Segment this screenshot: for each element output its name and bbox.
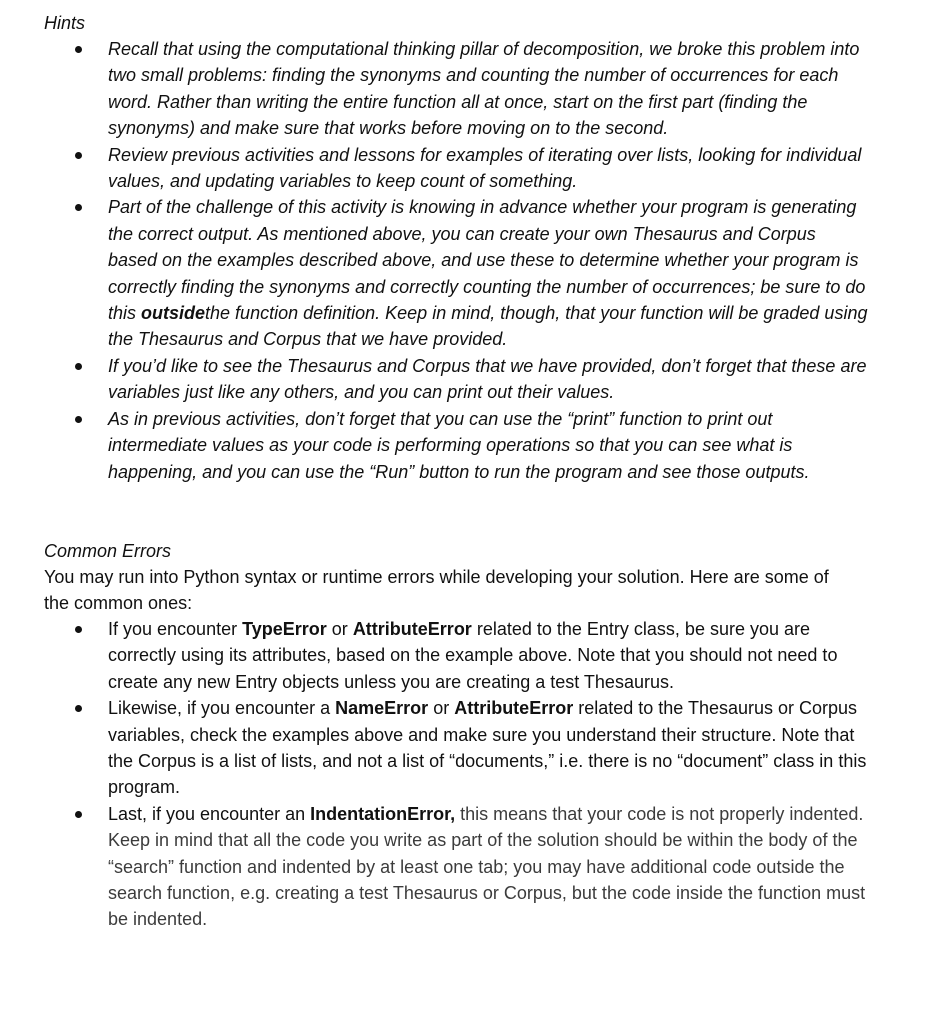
common-errors-intro: You may run into Python syntax or runtime errors while developing your solution. Here are some of the common ones: [44,566,829,613]
bullet-icon [75,46,82,53]
hint-text: Review previous activities and lessons for examples of iterating over lists, looking for individual values, and updating variables to keep count of something. [108,144,862,192]
hint-text: Part of the challenge of this activity is knowing in advance whether your program is generating the correct output. As mentioned above, you can create your own Thesaurus and Corpus based on the examples described above, and use these to determine whether your program is correctly finding the synonyms and correctly counting the number of occurrences; be sure to do this [108,197,866,324]
error-name: IndentationError, [310,803,456,824]
bullet-icon [75,152,82,159]
bullet-icon [75,363,82,370]
hint-text: As in previous activities, don’t forget that you can use the “print” function to print out intermediate values as your code is performing operations so that you can see what is happening, and you can use the “Run” button to run the program and see those outputs. [108,408,810,482]
hints-list [44,36,914,485]
error-item [44,616,868,695]
hint-item [44,194,868,352]
error-name: AttributeError [454,698,574,719]
bullet-icon [75,416,82,423]
error-text: Likewise, if you encounter a [108,698,336,719]
hints-heading: Hints [44,13,86,33]
error-item [44,801,868,933]
error-name: NameError [335,698,429,719]
hint-text: If you’d like to see the Thesaurus and Corpus that we have provided, don’t forget that these are variables just like any others, and you can print out their values. [108,355,867,403]
section-spacer [44,485,914,538]
hint-bold-word: outside [141,303,206,324]
error-name: AttributeError [352,618,472,639]
error-text: or [428,698,455,719]
error-text: Last, if you encounter an [108,803,311,824]
bullet-icon [75,705,82,712]
error-text: If you encounter [108,618,243,639]
bullet-icon [75,204,82,211]
bullet-icon [75,626,82,633]
hint-item [44,353,868,406]
common-errors-heading: Common Errors [44,540,172,561]
error-text: this means that your code is not properly indented. Keep in mind that all the code you write as part of the solution should be within the body of the “search” function and indented by at least one tab; you may have additional code outside the search function, e.g. creating a test Thesaurus or Corpus, but the code inside the function must be indented. [108,803,866,930]
hint-item [44,36,868,142]
bullet-icon [75,811,82,818]
error-text: related to the Entry class, be sure you are correctly using its attributes, based on the example above. Note that you should not need to create any new Entry objects unless you are creating a test Thesaurus. [108,618,838,692]
error-item [44,695,868,801]
hint-text: Recall that using the computational thinking pillar of decomposition, we broke this problem into two small problems: finding the synonyms and counting the number of occurrences for each word. Rather than writing the entire function all at once, start on the first part (finding the synonyms) and make sure that works before moving on to the second. [108,39,860,139]
hint-text: the function definition. Keep in mind, though, that your function will be graded using the Thesaurus and Corpus that we have provided. [108,303,868,350]
error-name: TypeError [242,618,327,639]
document-page [44,10,914,933]
error-text: or [326,618,353,639]
errors-list [44,616,914,933]
hint-item [44,142,868,195]
error-text: related to the Thesaurus or Corpus variables, check the examples above and make sure you understand their structure. Note that the Corpus is a list of lists, and not a list of “documents,” i.e. there is no “document” class in this program. [108,698,867,798]
hint-item [44,406,868,485]
